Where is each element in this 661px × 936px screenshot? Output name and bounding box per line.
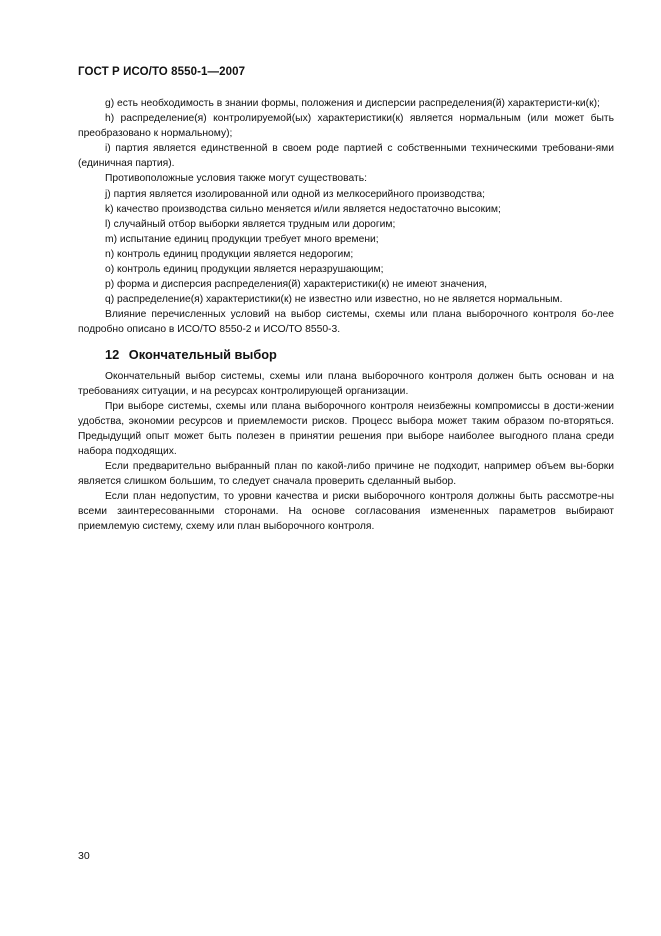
section-paragraph-2: При выборе системы, схемы или плана выборочного контроля неизбежны компромиссы в дости-жении удобства, экономии ресурсов и приемлемости рисков. Процесс выбора может таким образом по-вторяться. Предыдущий опыт может быть полезен в принятии решения при выборе наиболее выгодного плана среди набора подходящих. — [78, 400, 614, 457]
section-paragraph-3: Если предварительно выбранный план по какой-либо причине не подходит, например объем вы-борки является слишком большим, то следует сначала проверить сделанный выбор. — [78, 461, 614, 488]
list-item-m: m) испытание единиц продукции требует много времени; — [105, 233, 379, 245]
section-heading — [105, 346, 614, 363]
list-item-n: n) контроль единиц продукции является недорогим; — [105, 248, 354, 260]
section-number: 12 — [105, 346, 120, 362]
list-item-p: p) форма и дисперсия распределения(й) характеристики(к) не имеют значения, — [105, 279, 488, 291]
influence-paragraph: Влияние перечисленных условий на выбор системы, схемы или плана выборочного контроля бо-лее подробно описано в ИСО/ТО 8550-2 и ИСО/ТО 8550-3. — [78, 309, 614, 336]
list-item-g: g) есть необходимость в знании формы, положения и дисперсии распределения(й) характеристи-ки(к); — [105, 98, 600, 109]
document-header: ГОСТ Р ИСО/ТО 8550-1—2007 — [78, 66, 246, 78]
page-number: 30 — [78, 850, 90, 862]
list-item-q: q) распределение(я) характеристики(к) не известно или известно, но не является нормальным. — [105, 294, 563, 306]
list-item-j: j) партия является изолированной или одной из мелкосерийного производства; — [105, 188, 485, 200]
list-item-h: h) распределение(я) контролируемой(ых) характеристики(к) является нормальным (или может быть преобразовано к нормальному); — [78, 113, 614, 140]
section-title: Окончательный выбор — [128, 346, 277, 362]
section-paragraph-1: Окончательный выбор системы, схемы или плана выборочного контроля должен быть основан и на требованиях ситуации, и на ресурсах контролирующей организации. — [78, 370, 614, 397]
list-item-o: o) контроль единиц продукции является неразрушающим; — [105, 264, 384, 276]
list-item-k: k) качество производства сильно меняется и/или является недостаточно высоким; — [105, 203, 501, 215]
document-body — [78, 96, 614, 535]
list-item-l: l) случайный отбор выборки является трудным или дорогим; — [105, 218, 396, 230]
list-item-i: i) партия является единственной в своем роде партией с собственными техническими требовани-ями (единичная партия). — [78, 143, 614, 170]
opposite-conditions-intro: Противоположные условия также могут существовать: — [105, 173, 367, 185]
section-paragraph-4: Если план недопустим, то уровни качества и риски выборочного контроля должны быть рассмотре-ны всеми заинтересованными сторонами. На основе согласования измененных параметров выбирают приемлемую систему, схему или план выборочного контроля. — [78, 491, 614, 533]
